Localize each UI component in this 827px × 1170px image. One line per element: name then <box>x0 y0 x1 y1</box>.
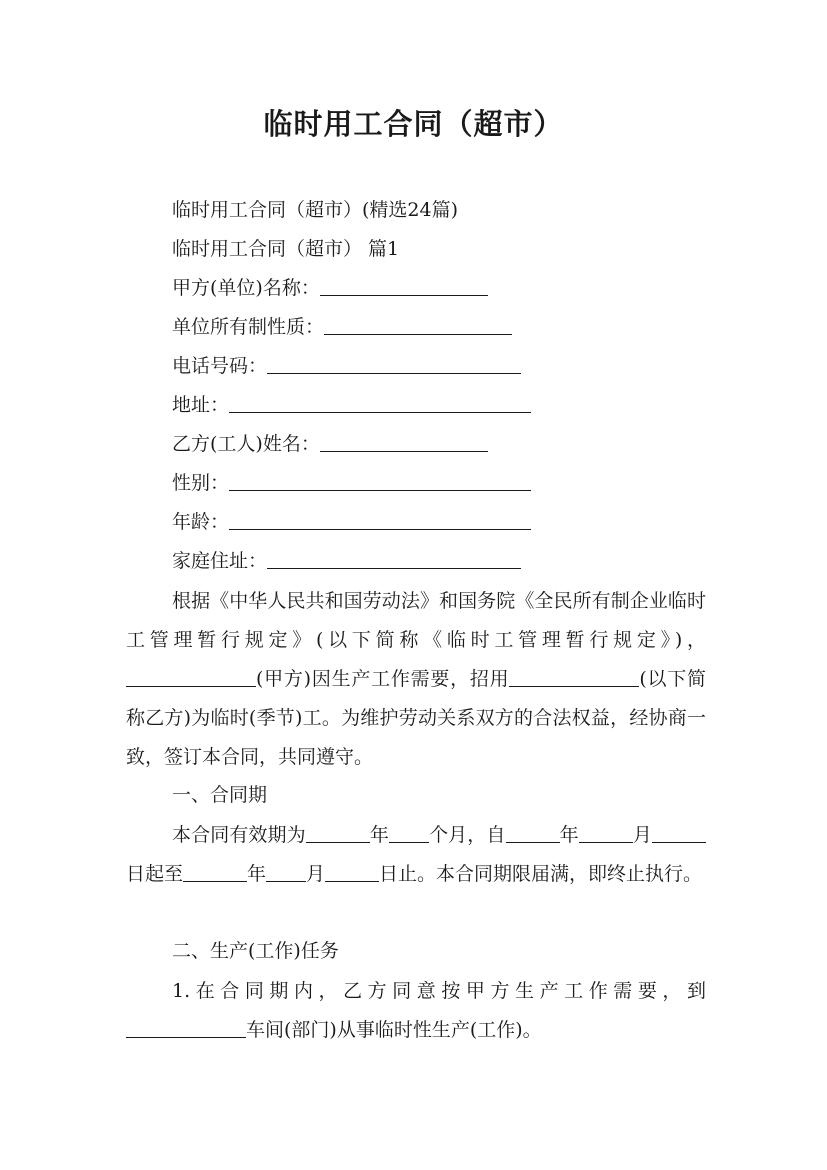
blank-line <box>579 822 633 843</box>
field-label: 电话号码： <box>172 355 268 377</box>
field-gender <box>172 469 531 497</box>
blank-line <box>229 470 531 491</box>
blank-line <box>229 509 531 530</box>
term-text: 日起至 <box>126 863 184 885</box>
piece-heading: 临时用工合同（超市） 篇1 <box>172 238 400 260</box>
term-text: 本合同有效期为 <box>172 824 306 846</box>
blank-line <box>229 392 531 413</box>
field-label: 乙方(工人)姓名： <box>172 433 320 455</box>
blank-line <box>389 822 429 843</box>
blank-line <box>325 861 379 882</box>
intro-text-2: (甲方)因生产工作需要，招用 <box>256 668 510 690</box>
term-text: 个月，自 <box>428 824 506 846</box>
blank-line <box>324 314 512 335</box>
blank-line <box>320 431 488 452</box>
term-text: 年 <box>247 863 267 885</box>
field-label: 地址： <box>172 394 230 416</box>
field-age <box>172 508 531 536</box>
field-label: 性别： <box>172 472 230 494</box>
blank-line <box>267 353 521 374</box>
tasks-text-2: 车间(部门)从事临时性生产(工作)。 <box>246 1019 542 1041</box>
tasks-paragraph <box>126 972 706 1050</box>
term-text: 月 <box>306 863 326 885</box>
field-home-address <box>172 547 521 575</box>
blank-line <box>126 666 256 687</box>
term-text: 年 <box>369 824 389 846</box>
field-party-b-name <box>172 430 488 458</box>
tasks-text-1: 1.在合同期内，乙方同意按甲方生产工作需要，到 <box>172 980 706 1002</box>
term-paragraph <box>126 816 706 894</box>
blank-line <box>509 666 639 687</box>
intro-text-3: (以下简称乙方)为临时(季节)工。为维护劳动关系双方的合法权益，经协商一致，签订本合同，共同遵守。 <box>126 668 706 768</box>
blank-line <box>266 861 306 882</box>
field-label: 单位所有制性质： <box>172 316 325 338</box>
intro-paragraph <box>126 582 706 777</box>
blank-line <box>126 1017 246 1038</box>
field-address <box>172 391 531 419</box>
blank-line <box>320 275 488 296</box>
term-text: 月 <box>632 824 652 846</box>
blank-line <box>267 548 521 569</box>
document-subtitle: 临时用工合同（超市）(精选24篇) <box>172 199 459 221</box>
term-text: 日止。本合同期限届满，即终止执行。 <box>379 863 703 885</box>
intro-text-1: 根据《中华人民共和国劳动法》和国务院《全民所有制企业临时工管理暂行规定》(以下简称《临时工管理暂行规定》)， <box>126 590 706 651</box>
section-heading-tasks: 二、生产(工作)任务 <box>172 940 339 962</box>
field-label: 甲方(单位)名称： <box>172 277 320 299</box>
document-title: 临时用工合同（超市） <box>263 107 564 141</box>
section-heading-term: 一、合同期 <box>172 784 268 806</box>
blank-line <box>306 822 370 843</box>
field-phone <box>172 352 521 380</box>
term-text: 年 <box>559 824 579 846</box>
field-party-a-name <box>172 274 488 302</box>
field-label: 家庭住址： <box>172 550 268 572</box>
blank-line <box>652 822 706 843</box>
field-ownership <box>172 313 512 341</box>
blank-line <box>506 822 560 843</box>
blank-line <box>183 861 247 882</box>
field-label: 年龄： <box>172 511 230 533</box>
